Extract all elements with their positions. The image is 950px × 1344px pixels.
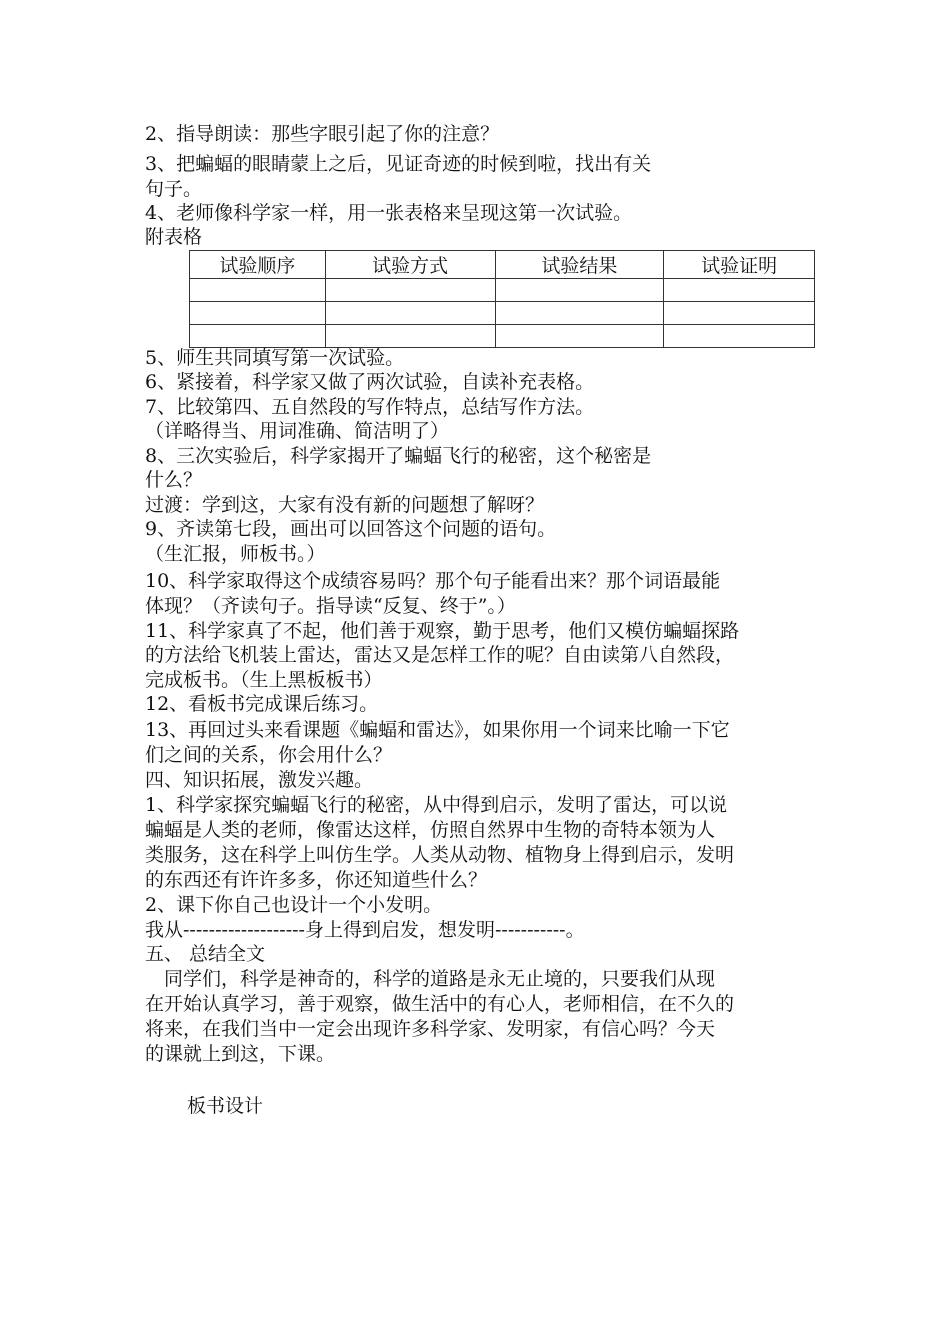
- table-header-cell: 试验结果: [495, 251, 664, 279]
- table-cell: [325, 302, 495, 325]
- table-cell: [664, 302, 815, 325]
- text-line: 过渡：学到这，大家有没有新的问题想了解呀？: [145, 494, 545, 516]
- table-cell: [495, 325, 664, 348]
- table-row: [190, 279, 815, 302]
- text-line: 的方法给飞机装上雷达，雷达又是怎样工作的呢？自由读第八自然段，: [145, 644, 735, 666]
- table-cell: [190, 279, 326, 302]
- table-cell: [325, 279, 495, 302]
- text-line: 体现？（齐读句子。指导读“反复、终于”。）: [145, 595, 516, 617]
- text-line: 2、指导朗读：那些字眼引起了你的注意？: [145, 123, 500, 145]
- text-line: 13、再回过头来看课题《蝙蝠和雷达》，如果你用一个词来比喻一下它: [145, 719, 730, 741]
- text-line: （生汇报，师板书。）: [145, 543, 326, 565]
- text-line: 9、齐读第七段，画出可以回答这个问题的语句。: [145, 518, 557, 540]
- table-header-cell: 试验方式: [325, 251, 495, 279]
- table-header-cell: 试验证明: [664, 251, 815, 279]
- text-line: 在开始认真学习，善于观察，做生活中的有心人，老师相信，在不久的: [145, 993, 735, 1015]
- table-cell: [325, 325, 495, 348]
- text-line: 什么？: [145, 469, 203, 491]
- table-header-cell: 试验顺序: [190, 251, 326, 279]
- text-line: （详略得当、用词准确、简洁明了）: [145, 420, 450, 442]
- text-line: 我从-------------------身上得到启发，想发明-----------。: [145, 919, 585, 941]
- text-line: 类服务，这在科学上叫仿生学。人类从动物、植物身上得到启示，发明: [145, 844, 735, 866]
- text-line: 将来，在我们当中一定会出现许多科学家、发明家，有信心吗？今天: [145, 1018, 716, 1040]
- table-row: [190, 325, 815, 348]
- section-heading: 五、 总结全文: [145, 943, 266, 965]
- text-line: 3、把蝙蝠的眼睛蒙上之后，见证奇迹的时候到啦，找出有关: [145, 153, 652, 175]
- table-row: [190, 302, 815, 325]
- text-line: 5、师生共同填写第一次试验。: [145, 347, 405, 369]
- table-cell: [495, 279, 664, 302]
- text-line: 完成板书。（生上黑板板书）: [145, 669, 383, 691]
- text-line: 1、科学家探究蝙蝠飞行的秘密，从中得到启示，发明了雷达，可以说: [145, 794, 728, 816]
- text-line: 附表格: [145, 226, 203, 248]
- text-line: 10、科学家取得这个成绩容易吗？那个句子能看出来？那个词语最能: [145, 570, 721, 592]
- table-header-row: [190, 251, 815, 279]
- text-line: 的课就上到这，下课。: [145, 1043, 336, 1065]
- text-line: 们之间的关系，你会用什么？: [145, 744, 393, 766]
- text-line: 蝙蝠是人类的老师，像雷达这样，仿照自然界中生物的奇特本领为人: [145, 819, 716, 841]
- table-cell: [495, 302, 664, 325]
- table-cell: [190, 325, 326, 348]
- text-line: 11、科学家真了不起，他们善于观察，勤于思考，他们又模仿蝙蝠探路: [145, 620, 740, 642]
- section-heading: 四、知识拓展，激发兴趣。: [145, 769, 374, 791]
- text-line: 4、老师像科学家一样，用一张表格来呈现这第一次试验。: [145, 202, 633, 224]
- board-design-heading: 板书设计: [187, 1095, 264, 1117]
- text-line: 句子。: [145, 178, 203, 200]
- text-line: 同学们，科学是神奇的，科学的道路是永无止境的，只要我们从现: [164, 968, 716, 990]
- table-cell: [190, 302, 326, 325]
- table-cell: [664, 325, 815, 348]
- text-line: 2、课下你自己也设计一个小发明。: [145, 894, 443, 916]
- table-cell: [664, 279, 815, 302]
- text-line: 6、紧接着，科学家又做了两次试验，自读补充表格。: [145, 371, 595, 393]
- text-line: 的东西还有许许多多，你还知道些什么？: [145, 869, 488, 891]
- text-line: 8、三次实验后，科学家揭开了蝙蝠飞行的秘密，这个秘密是: [145, 445, 652, 467]
- text-line: 12、看板书完成课后练习。: [145, 693, 379, 715]
- text-line: 7、比较第四、五自然段的写作特点，总结写作方法。: [145, 396, 595, 418]
- experiment-table: [189, 250, 815, 348]
